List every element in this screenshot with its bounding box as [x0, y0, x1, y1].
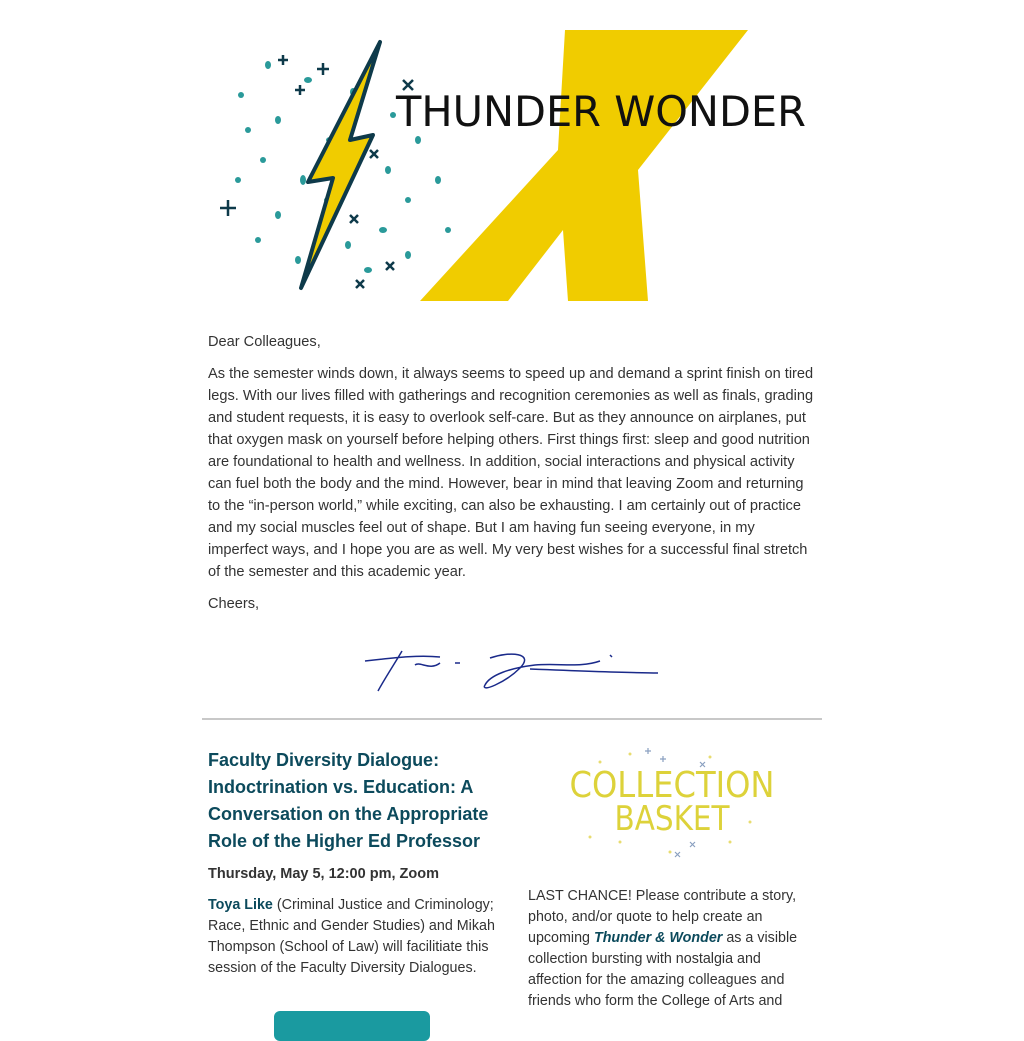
letter-body: As the semester winds down, it always seems to speed up and demand a sprint finish on tired legs. With our lives filled with gatherings and recognition ceremonies as well as finals, grading and student requests, it is easy to overlook self-care. But as they announce on airplanes, put that oxygen mask on yourself before helping others. First things first: sleep and good nutrition are foundational to health and wellness. In addition, social interactions and physical activity can fuel both the body and the mind. However, bear in mind that leaving Zoom and returning to the “in-person world,” while exciting, can also be exhausting. I am certainly out of practice and my social muscles feel out of shape. But I am having fun seeing everyone, in my imperfect ways, and I hope you are as well. My very best wishes for a successful final stretch of the semester and this academic year. [208, 366, 814, 580]
event-description-text: (Criminal Justice and Criminology; Race, Ethnic and Gender Studies) and Mikah Thompson (School of Law) will facilitiate this session of the Faculty Diversity Dialogues. [208, 897, 495, 976]
event-description [208, 895, 508, 979]
collection-basket-image [560, 742, 785, 862]
event-date: Thursday, May 5, 12:00 pm, Zoom [208, 866, 439, 882]
collection-description [528, 886, 813, 1012]
ampersand-shape [420, 30, 748, 301]
thunder-wonder-emphasis: Thunder & Wonder [593, 930, 723, 946]
collection-column [528, 747, 813, 1041]
greeting: Dear Colleagues, [208, 334, 321, 350]
basket-text: BASKET [614, 799, 730, 839]
lightning-bolt-icon [301, 42, 380, 288]
collection-desc-text-end: as a visible collection bursting with nostalgia and affection for the amazing colleagues and friends who form the College of Arts and [528, 930, 798, 1009]
event-title[interactable]: Faculty Diversity Dialogue: Indoctrination vs. Education: A Conversation on the Appropriate Role of the Higher Ed Professor [208, 750, 489, 851]
event-column [208, 747, 508, 1041]
email-content [202, 30, 822, 1041]
signature [360, 643, 670, 698]
thunder-wonder-banner [208, 30, 816, 301]
facilitator-link[interactable]: Toya Like [208, 897, 273, 913]
collection-desc-text: LAST CHANCE! Please contribute a story, photo, and/or quote to help create an upcoming [528, 888, 797, 946]
event-register-button[interactable] [274, 1011, 430, 1041]
closing: Cheers, [208, 596, 260, 612]
section-divider [202, 718, 822, 720]
logo-text: THUNDER WONDER [395, 87, 806, 136]
two-column-section [202, 747, 822, 1041]
letter [208, 331, 816, 615]
collection-text: COLLECTION [569, 765, 775, 806]
